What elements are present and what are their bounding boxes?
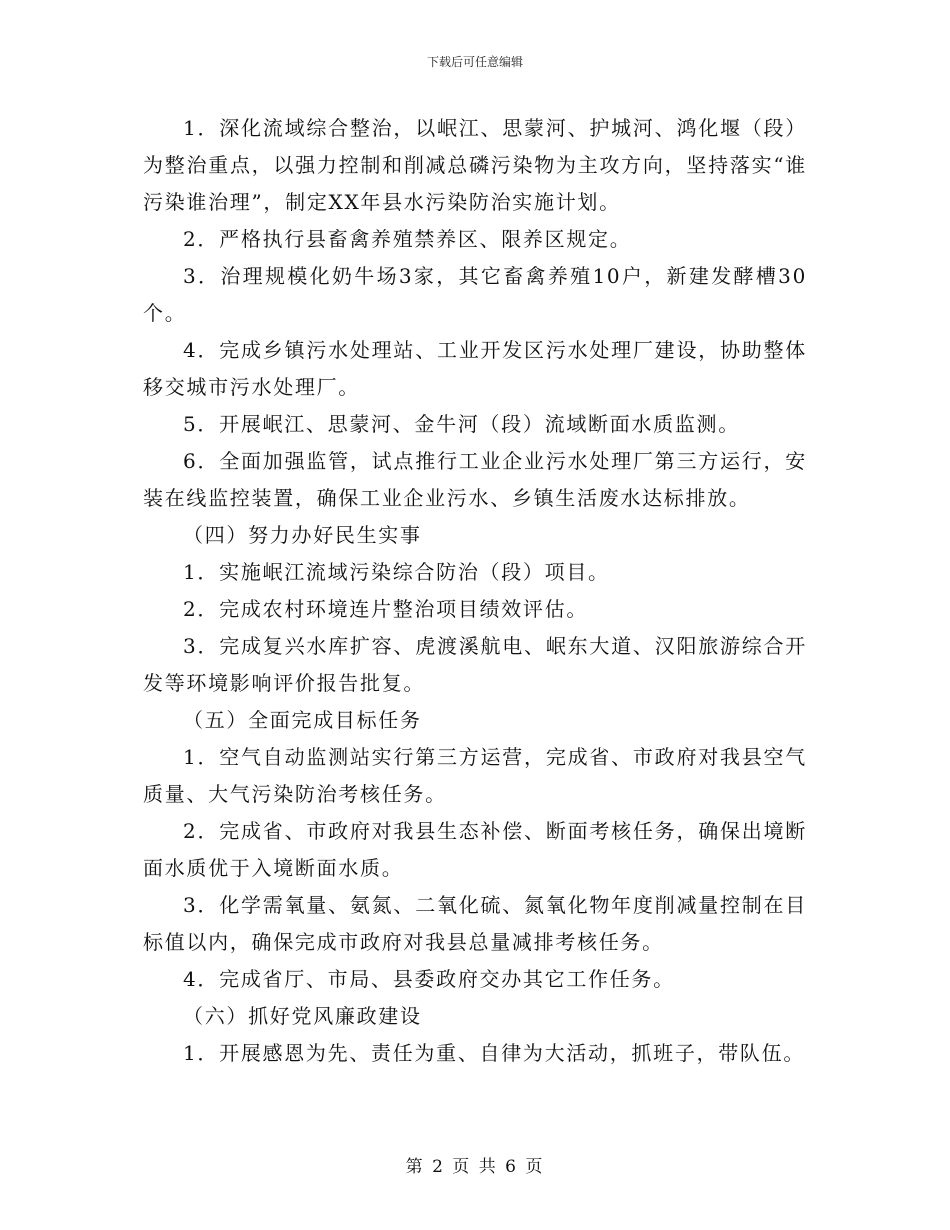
paragraph-12: 3．化学需氧量、氨氮、二氧化硫、氮氧化物年度削减量控制在目标值以内，确保完成市政府对我县总量减排考核任务。 bbox=[143, 893, 807, 954]
document-body bbox=[143, 110, 807, 1072]
paragraph-3: 3．治理规模化奶牛场3家，其它畜禽养殖10户，新建发酵槽30个。 bbox=[143, 264, 807, 325]
paragraph-10: 1．空气自动监测站实行第三方运营，完成省、市政府对我县空气质量、大气污染防治考核任务。 bbox=[143, 745, 807, 806]
paragraph-2: 2．严格执行县畜禽养殖禁养区、限养区规定。 bbox=[183, 227, 632, 251]
page-number-footer: 第 2 页 共 6 页 bbox=[405, 1157, 545, 1177]
paragraph-11: 2．完成省、市政府对我县生态补偿、断面考核任务，确保出境断面水质优于入境断面水质。 bbox=[143, 819, 807, 880]
paragraph-7: 1．实施岷江流域污染综合防治（段）项目。 bbox=[183, 560, 610, 584]
section-heading-6: （六）抓好党风廉政建设 bbox=[183, 1004, 422, 1028]
paragraph-5: 5．开展岷江、思蒙河、金牛河（段）流域断面水质监测。 bbox=[183, 412, 740, 436]
section-heading-4: （四）努力办好民生实事 bbox=[183, 523, 422, 547]
paragraph-8: 2．完成农村环境连片整治项目绩效评估。 bbox=[183, 597, 589, 621]
paragraph-14: 1．开展感恩为先、责任为重、自律为大活动，抓班子，带队伍。 bbox=[183, 1041, 806, 1065]
paragraph-9: 3．完成复兴水库扩容、虎渡溪航电、岷东大道、汉阳旅游综合开发等环境影响评价报告批复。 bbox=[143, 634, 807, 695]
paragraph-13: 4．完成省厅、市局、县委政府交办其它工作任务。 bbox=[183, 967, 675, 991]
paragraph-4: 4．完成乡镇污水处理站、工业开发区污水处理厂建设，协助整体移交城市污水处理厂。 bbox=[143, 338, 807, 399]
page-header: 下载后可任意编辑 bbox=[426, 55, 523, 69]
paragraph-1: 1．深化流域综合整治，以岷江、思蒙河、护城河、鸿化堰（段）为整治重点，以强力控制和削减总磷污染物为主攻方向，坚持落实“谁污染谁治理”，制定XX年县水污染防治实施计划。 bbox=[143, 116, 807, 214]
section-heading-5: （五）全面完成目标任务 bbox=[183, 708, 422, 732]
paragraph-6: 6．全面加强监管，试点推行工业企业污水处理厂第三方运行，安装在线监控装置，确保工业企业污水、乡镇生活废水达标排放。 bbox=[143, 449, 807, 510]
